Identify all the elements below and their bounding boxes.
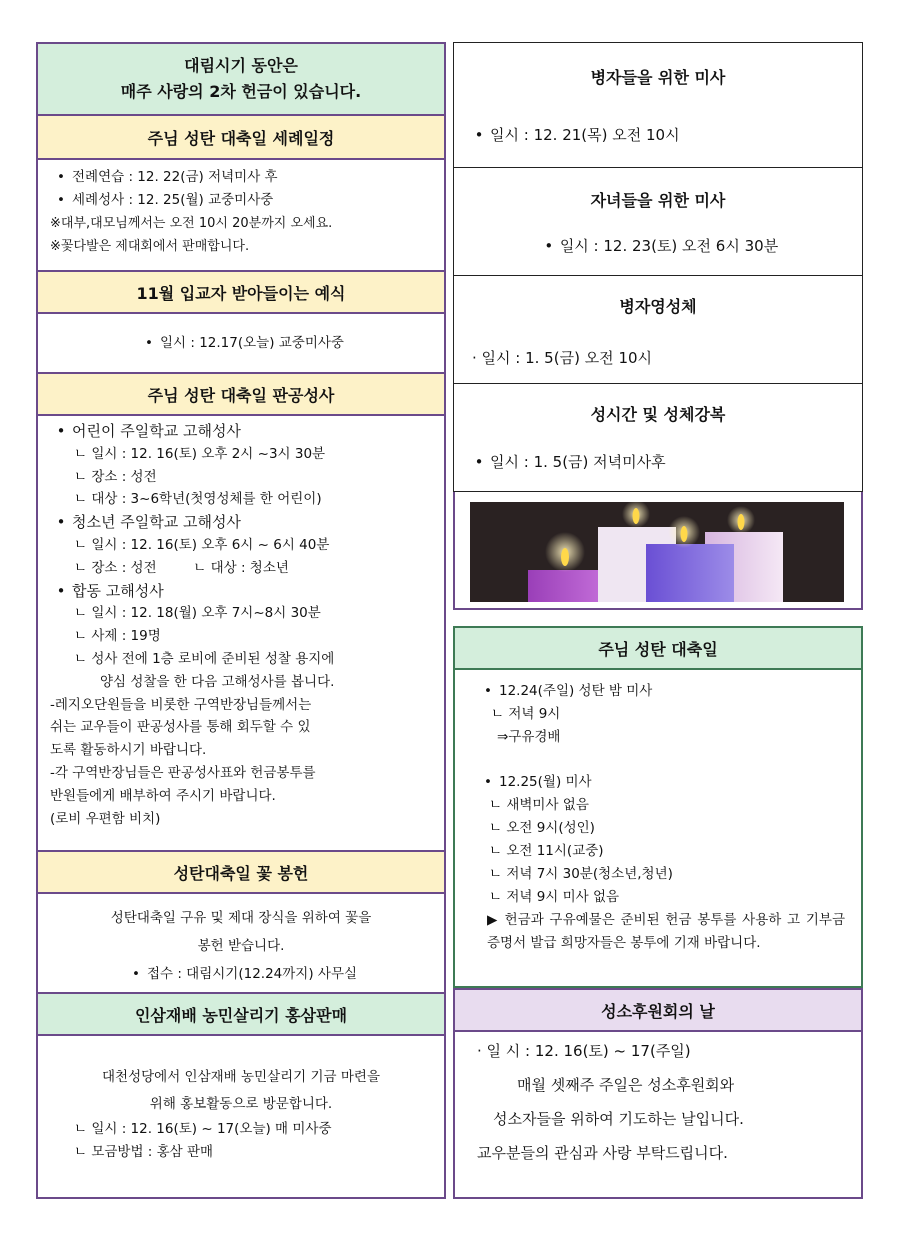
flame-icon: [561, 548, 569, 566]
ginseng-title: 인삼재배 농민살리기 홍삼판매: [38, 992, 444, 1036]
ginseng-item-1: ㄴ 일시 : 12. 16(토) ~ 17(오늘) 매 미사중: [74, 1121, 332, 1137]
sick-mass-item: • 일시 : 12. 21(목) 오전 10시: [454, 88, 862, 145]
benefactors-line-1: 매월 셋째주 주일은 성소후원회와: [517, 1076, 735, 1094]
children-confession-target: ㄴ 대상 : 3~6학년(첫영성체를 한 어린이): [74, 491, 322, 508]
joint-confession-note: ㄴ 성사 전에 1층 로비에 준비된 성찰 용지에: [74, 650, 335, 667]
christmas-day-title: • 12.25(월) 미사: [477, 771, 845, 794]
baptism-item-2: • 세례성사 : 12. 25(월) 교중미사중: [50, 189, 432, 212]
baptism-title: 주님 성탄 대축일 세례일정: [38, 116, 444, 160]
christmas-day-2: ㄴ 오전 9시(성인): [489, 820, 595, 836]
youth-confession-title: • 청소년 주일학교 고해성사: [50, 511, 432, 534]
ginseng-line-1: 대천성당에서 인삼재배 농민살리기 기금 마련을: [102, 1069, 380, 1085]
sick-mass-title: 병자들을 위한 미사: [590, 68, 726, 87]
confession-note-2: 쉬는 교우들이 판공성사를 통해 회두할 수 있: [50, 719, 311, 736]
children-confession-time: ㄴ 일시 : 12. 16(토) 오후 2시 ~3시 30분: [74, 445, 326, 462]
joint-confession-note-cont: 양심 성찰을 한 다음 고해성사를 봅니다.: [100, 673, 335, 690]
benefactors-body: [455, 1032, 861, 1170]
flowers-item: • 접수 : 대림시기(12.24까지) 사무실: [50, 960, 432, 988]
confession-note-5: 반원들에게 배부하여 주시기 바랍니다.: [50, 787, 276, 804]
ginseng-body: [38, 1036, 444, 1164]
joint-confession-priests: ㄴ 사제 : 19명: [74, 628, 161, 645]
children-mass-box: [453, 168, 863, 276]
youth-confession-target: ㄴ 대상 : 청소년: [193, 559, 289, 576]
flowers-line-1: 성탄대축일 구유 및 제대 장식을 위하여 꽃을: [110, 910, 372, 926]
confession-note-1: -레지오단원들을 비롯한 구역반장님들께서는: [50, 696, 312, 713]
benefactors-date: · 일 시 : 12. 16(토) ~ 17(주일): [477, 1042, 691, 1060]
youth-confession-time: ㄴ 일시 : 12. 16(토) 오후 6시 ~ 6시 40분: [74, 536, 330, 553]
sick-communion-title: 병자영성체: [619, 297, 697, 316]
christmas-day-3: ㄴ 오전 11시(교중): [489, 843, 604, 859]
advent-candles-image: [470, 502, 844, 602]
catechumen-title: 11월 입교자 받아들이는 예식: [38, 270, 444, 314]
flame-icon: [738, 514, 745, 530]
children-mass-item: • 일시 : 12. 23(토) 오전 6시 30분: [454, 211, 862, 256]
confession-title: 주님 성탄 대축일 판공성사: [38, 372, 444, 416]
candle-photo-box: [453, 492, 863, 610]
sick-mass-box: [453, 42, 863, 168]
flame-icon: [633, 508, 640, 524]
christmas-eve-crib: ⇒구유경배: [497, 729, 561, 745]
christmas-day-1: ㄴ 새벽미사 없음: [489, 797, 589, 813]
children-confession-place: ㄴ 장소 : 성전: [74, 468, 157, 485]
flowers-title: 성탄대축일 꽃 봉헌: [38, 850, 444, 894]
youth-confession-place: ㄴ 장소 : 성전: [74, 559, 157, 576]
sick-communion-box: [453, 276, 863, 384]
left-column: [36, 42, 446, 1199]
joint-confession-time: ㄴ 일시 : 12. 18(월) 오후 7시~8시 30분: [74, 605, 321, 622]
benefactors-line-2: 성소자들을 위하여 기도하는 날입니다.: [493, 1110, 744, 1128]
flowers-body: [38, 894, 444, 992]
christmas-note: ▶ 헌금과 구유예물은 준비된 헌금 봉투를 사용하 고 기부금 증명서 발급 희망자들은 봉투에 기재 바랍니다.: [487, 912, 845, 951]
adoration-item: • 일시 : 1. 5(금) 저녁미사후: [454, 425, 862, 472]
baptism-note-2: ※꽃다발은 제대회에서 판매합니다.: [50, 239, 250, 254]
christmas-day-4: ㄴ 저녁 7시 30분(청소년,청년): [489, 866, 673, 882]
purple-candle: [528, 570, 598, 602]
christmas-eve-time: ㄴ 저녁 9시: [491, 706, 561, 722]
blue-candle: [646, 544, 734, 602]
benefactors-line-3: 교우분들의 관심과 사랑 부탁드립니다.: [477, 1144, 728, 1162]
flame-icon: [681, 526, 688, 542]
confession-note-6: (로비 우편함 비치): [50, 810, 161, 827]
joint-confession-title: • 합동 고해성사: [50, 580, 432, 603]
confession-note-4: -각 구역반장님들은 판공성사표와 헌금봉투를: [50, 764, 316, 781]
catechumen-item: • 일시 : 12.17(오늘) 교중미사중: [138, 332, 344, 355]
sick-communion-item: · 일시 : 1. 5(금) 오전 10시: [472, 349, 653, 367]
flowers-line-2: 봉헌 받습니다.: [197, 938, 285, 954]
baptism-body: [38, 160, 444, 270]
ginseng-item-2: ㄴ 모금방법 : 홍삼 판매: [74, 1144, 214, 1160]
children-mass-title: 자녀들을 위한 미사: [590, 191, 726, 210]
benefactors-box: [453, 988, 863, 1199]
christmas-box: [453, 626, 863, 988]
baptism-item-1: • 전례연습 : 12. 22(금) 저녁미사 후: [50, 166, 432, 189]
christmas-eve-title: • 12.24(주일) 성탄 밤 미사: [477, 680, 845, 703]
advent-banner: [38, 44, 444, 116]
confession-note-3: 도록 활동하시기 바랍니다.: [50, 742, 207, 759]
right-column: [453, 42, 863, 1199]
christmas-title: 주님 성탄 대축일: [455, 628, 861, 670]
advent-line-1: 대림시기 동안은: [184, 56, 298, 75]
christmas-day-5: ㄴ 저녁 9시 미사 없음: [489, 889, 620, 905]
adoration-box: [453, 384, 863, 492]
benefactors-title: 성소후원회의 날: [455, 990, 861, 1032]
baptism-note-1: ※대부,대모님께서는 오전 10시 20분까지 오세요.: [50, 216, 333, 231]
youth-confession-place-target: [50, 557, 432, 580]
ginseng-line-2: 위해 홍보활동으로 방문합니다.: [149, 1096, 333, 1112]
christmas-body: [455, 670, 861, 955]
confession-body: [38, 416, 444, 850]
advent-line-2: 매주 사랑의 2차 헌금이 있습니다.: [120, 82, 362, 101]
children-confession-title: • 어린이 주일학교 고해성사: [50, 420, 432, 443]
catechumen-body: [38, 314, 444, 372]
adoration-title: 성시간 및 성체강복: [590, 405, 726, 424]
